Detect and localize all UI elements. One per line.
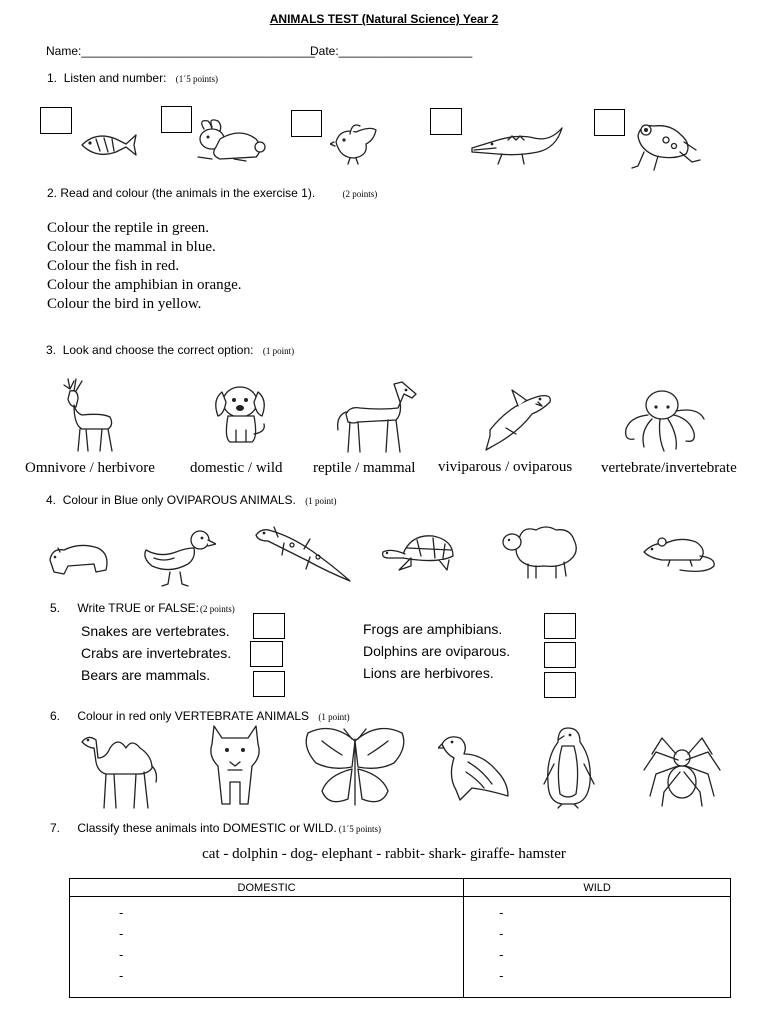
eagle-icon[interactable]	[438, 730, 512, 806]
answer-dash: -	[119, 926, 124, 941]
question-7	[50, 821, 381, 835]
question-2	[47, 186, 377, 200]
option-dog[interactable]: domestic / wild	[190, 460, 283, 476]
question-1	[47, 71, 218, 85]
word-list: cat - dolphin - dog- elephant - rabbit- shark- giraffe- hamster	[202, 846, 566, 862]
frog-icon[interactable]	[630, 118, 702, 174]
option-octopus[interactable]: vertebrate/invertebrate	[601, 460, 737, 476]
answer-dash: -	[499, 926, 504, 941]
column-header-wild: WILD	[464, 879, 731, 897]
octopus-icon[interactable]	[620, 385, 706, 455]
tf-answer-box[interactable]	[544, 672, 576, 698]
question-text: Colour in Blue only OVIPAROUS ANIMALS.	[62, 493, 296, 507]
bear-icon[interactable]	[46, 540, 112, 576]
horse-icon[interactable]	[330, 378, 418, 456]
domestic-answer-cell[interactable]	[70, 897, 464, 998]
spider-icon[interactable]	[642, 730, 722, 808]
tf-answer-box[interactable]	[250, 641, 283, 667]
question-number: 2.	[47, 186, 58, 200]
dog-icon[interactable]	[210, 380, 272, 446]
answer-dash: -	[499, 905, 504, 920]
tf-answer-box[interactable]	[544, 642, 576, 668]
option-shark[interactable]: viviparous / oviparous	[438, 459, 573, 475]
deer-icon[interactable]	[56, 377, 120, 453]
camel-icon[interactable]	[78, 728, 160, 810]
question-number: 3.	[46, 343, 57, 357]
duck-icon[interactable]	[140, 528, 216, 590]
question-4	[46, 493, 336, 507]
tf-answer-box[interactable]	[544, 613, 576, 639]
answer-dash: -	[119, 947, 124, 962]
instruction-line: Colour the reptile in green.	[47, 220, 210, 236]
shark-icon[interactable]	[480, 384, 554, 456]
tf-answer-box[interactable]	[253, 671, 285, 697]
question-points: (1 point)	[318, 712, 350, 722]
question-6	[50, 709, 350, 723]
wolf-icon[interactable]	[200, 722, 270, 810]
tf-statement: Snakes are vertebrates.	[81, 623, 230, 639]
question-number: 7.	[50, 821, 61, 835]
answer-dash: -	[499, 968, 504, 983]
name-field[interactable]: Name:___________________________________	[46, 44, 315, 58]
penguin-icon[interactable]	[540, 724, 596, 810]
question-points: (1 point)	[305, 496, 337, 506]
question-number: 6.	[50, 709, 61, 723]
tf-statement: Crabs are invertebrates.	[81, 645, 232, 661]
turtle-icon[interactable]	[377, 530, 459, 576]
number-box-2[interactable]	[161, 106, 192, 133]
question-number: 5.	[50, 601, 61, 615]
number-box-4[interactable]	[430, 108, 462, 135]
tf-statement: Bears are mammals.	[81, 667, 211, 683]
answer-dash: -	[119, 905, 124, 920]
question-points: (2 points)	[342, 189, 378, 199]
question-text: Look and choose the correct option:	[62, 343, 254, 357]
question-text: Classify these animals into DOMESTIC or WILD.	[77, 821, 337, 835]
rat-icon[interactable]	[640, 530, 722, 576]
rabbit-icon[interactable]	[190, 117, 268, 165]
answer-dash: -	[499, 947, 504, 962]
question-number: 1.	[47, 71, 58, 85]
number-box-3[interactable]	[291, 110, 322, 137]
question-text: Read and colour (the animals in the exercise 1).	[60, 186, 316, 200]
question-text: Write TRUE or FALSE:	[77, 601, 199, 615]
question-points: (2 points)	[199, 604, 235, 614]
lizard-icon[interactable]	[252, 525, 354, 583]
classify-table	[69, 878, 731, 998]
instruction-line: Colour the fish in red.	[47, 258, 180, 274]
question-points: (1 point)	[262, 346, 295, 356]
column-header-domestic: DOMESTIC	[70, 879, 464, 897]
instruction-line: Colour the mammal in blue.	[47, 239, 216, 255]
question-number: 4.	[46, 493, 57, 507]
option-horse[interactable]: reptile / mammal	[313, 460, 416, 476]
crocodile-icon[interactable]	[468, 120, 564, 168]
sheep-icon[interactable]	[500, 522, 580, 582]
tf-statement: Dolphins are oviparous.	[363, 643, 511, 659]
bird-icon[interactable]	[330, 122, 382, 166]
tf-statement: Lions are herbivores.	[363, 665, 494, 681]
answer-dash: -	[119, 968, 124, 983]
question-points: (1´5 points)	[175, 74, 219, 84]
question-points: (1´5 points)	[338, 824, 382, 834]
fish-icon[interactable]	[78, 127, 140, 163]
question-text: Colour in red only VERTEBRATE ANIMALS	[77, 709, 310, 723]
instruction-line: Colour the bird in yellow.	[47, 296, 202, 312]
date-field[interactable]: Date:____________________	[310, 44, 473, 58]
wild-answer-cell[interactable]	[464, 897, 731, 998]
tf-answer-box[interactable]	[253, 613, 285, 639]
tf-statement: Frogs are amphibians.	[363, 621, 503, 637]
question-text: Listen and number:	[63, 71, 167, 85]
option-deer[interactable]: Omnivore / herbivore	[25, 460, 155, 476]
question-5	[50, 601, 235, 615]
colour-instructions	[47, 219, 242, 314]
page-title: ANIMALS TEST (Natural Science) Year 2	[269, 12, 499, 26]
question-3	[46, 343, 294, 357]
instruction-line: Colour the amphibian in orange.	[47, 277, 242, 293]
number-box-5[interactable]	[594, 109, 625, 136]
butterfly-icon[interactable]	[302, 725, 408, 811]
number-box-1[interactable]	[40, 107, 72, 134]
